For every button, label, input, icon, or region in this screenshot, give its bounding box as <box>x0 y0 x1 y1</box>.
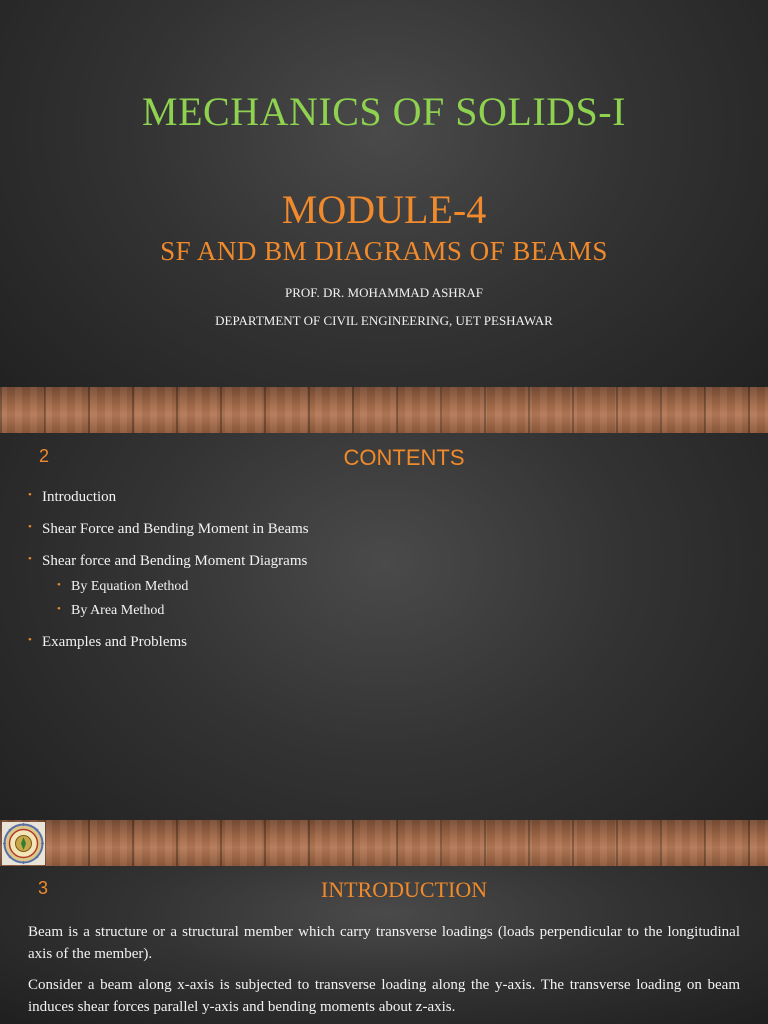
introduction-slide <box>0 866 768 1024</box>
module-title: MODULE-4 <box>281 187 487 232</box>
course-title: MECHANICS OF SOLIDS-I <box>142 89 626 134</box>
list-item-label: Introduction <box>42 489 117 505</box>
intro-paragraph-1: Beam is a structure or a structural member which carry transverse loadings (loads perpendicular to the longitudinal axis of the member). <box>28 924 740 962</box>
list-item-label: By Area Method <box>71 603 165 618</box>
module-subtitle: SF AND BM DIAGRAMS OF BEAMS <box>160 236 608 266</box>
bullet-icon: • <box>28 634 32 646</box>
university-seal-icon <box>2 822 45 865</box>
slide-title: INTRODUCTION <box>320 877 488 902</box>
slide-title: CONTENTS <box>343 445 465 470</box>
sub-list-item <box>57 603 309 619</box>
list-item <box>28 521 309 538</box>
contents-slide <box>0 433 768 866</box>
sub-list-item <box>57 579 309 595</box>
list-item <box>28 489 309 506</box>
list-item <box>28 634 309 651</box>
contents-list <box>28 489 309 666</box>
bullet-icon: • <box>28 521 32 533</box>
wood-floor-decoration <box>0 820 768 866</box>
list-item-label: Shear Force and Bending Moment in Beams <box>42 521 309 537</box>
wood-floor-decoration <box>0 387 768 433</box>
slide-number: 2 <box>39 446 50 466</box>
bullet-icon: • <box>57 603 61 615</box>
slide-number: 3 <box>38 878 49 898</box>
title-slide <box>0 0 768 433</box>
intro-paragraph-2: Consider a beam along x-axis is subjected to transverse loading along the y-axis. The transverse loading on beam induces shear forces parallel y-axis and bending moments about z-axis. <box>28 977 740 1015</box>
bullet-icon: • <box>57 579 61 591</box>
author-name: PROF. DR. MOHAMMAD ASHRAF <box>285 285 483 300</box>
bullet-icon: • <box>28 553 32 565</box>
bullet-icon: • <box>28 489 32 501</box>
list-item-label: Shear force and Bending Moment Diagrams <box>42 553 308 569</box>
department-name: DEPARTMENT OF CIVIL ENGINEERING, UET PESHAWAR <box>215 313 553 328</box>
list-item-label: Examples and Problems <box>42 634 187 650</box>
list-item <box>28 553 309 570</box>
list-item-label: By Equation Method <box>71 579 189 594</box>
